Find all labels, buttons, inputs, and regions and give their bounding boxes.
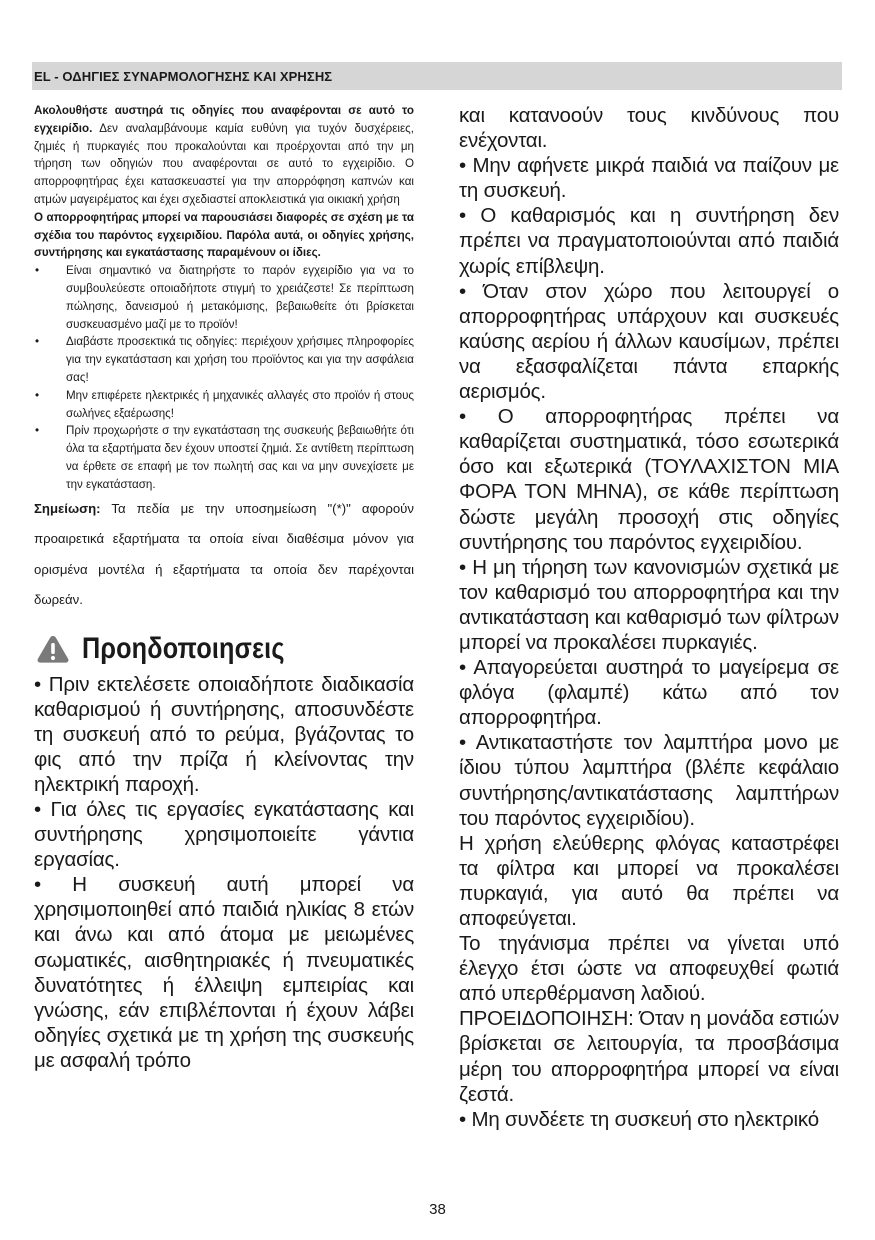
- warning-paragraph: Η χρήση ελεύθερης φλόγας καταστρέφει τα φίλτρα και μπορεί να προκαλέσει πυρκαγιά, για αυτό θα πρέπει να αποφεύγεται.: [459, 831, 839, 930]
- warning-paragraph: • Ο απορροφητήρας πρέπει να καθαρίζεται συστηματικά, τόσο εσωτερικά όσο και εξωτερικά (ΤΟΥΛΑΧΙΣΤΟΝ ΜΙΑ ΦΟΡΑ ΤΟΝ ΜΗΝΑ), σε κάθε περίπτωση δώστε μεγάλη προσοχή στις οδηγίες συντήρησης του παρόντος εγχειριδίου.: [459, 405, 839, 554]
- warning-paragraph: • Όταν στον χώρο που λειτουργεί ο απορροφητήρας υπάρχουν και συσκευές καύσης αερίου ή άλλων καυσίμων, πρέπει να εξασφαλίζεται πάντα επαρκής αερισμός.: [459, 279, 839, 404]
- section-title: EL - ΟΔΗΓΙΕΣ ΣΥΝΑΡΜΟΛΟΓΗΣΗΣ ΚΑΙ ΧΡΗΣΗΣ: [34, 69, 333, 84]
- list-item: • Μην επιφέρετε ηλεκτρικές ή μηχανικές αλλαγές στο προϊόν ή στους σωλήνες εξαέρωσης!: [34, 387, 414, 423]
- intro-body-text: Δεν αναλαμβάνουμε καμία ευθύνη για τυχόν δυσχέρειες, ζημιές ή πυρκαγιές που προκαλούνται και προέρχονται από την μη τήρηση των οδηγιών που αναφέρονται σε αυτό το εγχειρίδιο. Ο απορροφητήρας έχει κατασκευαστεί για την απορρόφηση καπνών και ατμών μαγειρέματος και έχει σχεδιαστεί αποκλειστικά για οικιακή χρήση: [34, 121, 414, 206]
- note-paragraph: [34, 494, 414, 616]
- warning-paragraph: • Πριν εκτελέσετε οποιαδήποτε διαδικασία καθαρισμού ή συντήρησης, αποσυνδέστε τη συσκευή από το ρεύμα, βγάζοντας το φις από την πρίζα ή κλείνοντας την ηλεκτρική παροχή.: [34, 672, 414, 796]
- warning-paragraph: • Μη συνδέετε τη συσκευή στο ηλεκτρικό: [459, 1107, 819, 1131]
- warning-paragraph: • Απαγορεύεται αυστηρά το μαγείρεμα σε φλόγα (φλαμπέ) κάτω από τον απορροφητήρα.: [459, 656, 839, 730]
- intro-bullet-list: [34, 262, 414, 493]
- warnings-heading-row: [34, 630, 414, 668]
- page-number: 38: [429, 1201, 446, 1218]
- intro-paragraph-1: [34, 102, 414, 209]
- warning-paragraph: • Ο καθαρισμός και η συντήρηση δεν πρέπει να πραγματοποιούνται από παιδιά χωρίς επίβλεψη.: [459, 204, 839, 278]
- intro-block: [34, 102, 414, 494]
- warnings-right-text: [459, 103, 839, 1132]
- list-item: • Είναι σημαντικό να διατηρήστε το παρόν εγχειρίδιο για να το συμβουλεύεστε οποιαδήποτε στιγμή το χρειάζεστε! Σε περίπτωση πώλησης, δανεισμού ή μετακόμισης, βεβαιωθείτε ότι βρίσκεται συσκευασμένο μαζί με το προϊόν!: [34, 262, 414, 333]
- note-label: Σημείωση:: [34, 500, 101, 516]
- warning-paragraph: • Η συσκευή αυτή μπορεί να χρησιμοποιηθεί από παιδιά ηλικίας 8 ετών και άνω και από άτομα με μειωμένες σωματικές, αισθητηριακές ή πνευματικές δυνατότητες ή έλλειψη εμπειρίας και γνώσης, εάν επιβλέπονται ή έχουν λάβει οδηγίες σχετικά με τη χρήση της συσκευής με ασφαλή τρόπο: [34, 873, 414, 1072]
- left-column: [34, 102, 414, 1073]
- warning-paragraph: • Η μη τήρηση των κανονισμών σχετικά με τον καθαρισμό του απορροφητήρα και την αντικατάσταση και καθαρισμό των φίλτρων μπορεί να προκαλέσει πυρκαγιές.: [459, 555, 839, 654]
- warning-triangle-icon: [36, 634, 70, 664]
- section-header: [32, 62, 842, 90]
- note-text: Τα πεδία με την υποσημείωση "(*)" αφορούν προαιρετικά εξαρτήματα τα οποία είναι διαθέσιμα μόνον για ορισμένα μοντέλα ή εξαρτήματα τα οποία δεν παρέχονται δωρεάν.: [34, 500, 414, 608]
- list-item: • Πρίν προχωρήστε σ την εγκατάσταση της συσκευής βεβαιωθήτε ότι όλα τα εξαρτήματα δεν έχουν υποστεί ζημιά. Σε αντίθετη περίπτωση να έρθετε σε επαφή με τον πωλητή σας και να μην συνεχίσετε με την εγκατάσταση.: [34, 422, 414, 493]
- warning-paragraph: • Μην αφήνετε μικρά παιδιά να παίζουν με τη συσκευή.: [459, 154, 839, 203]
- warnings-heading: Προηδοποιησεις: [82, 631, 285, 665]
- warning-paragraph: • Για όλες τις εργασίες εγκατάστασης και συντήρησης χρησιμοποιείτε γάντια εργασίας.: [34, 798, 414, 872]
- warning-paragraph: και κατανοούν τους κινδύνους που ενέχονται.: [459, 104, 839, 153]
- warning-paragraph: Το τηγάνισμα πρέπει να γίνεται υπό έλεγχο έτσι ώστε να αποφευχθεί φωτιά από υπερθέρμανση λαδιού.: [459, 932, 839, 1006]
- warning-paragraph: ΠΡΟΕΙΔΟΠΟΙΗΣΗ: Όταν η μονάδα εστιών βρίσκεται σε λειτουργία, τα προσβάσιμα μέρη του απορροφητήρα μπορεί να είναι ζεστά.: [459, 1007, 839, 1106]
- right-column: [459, 103, 839, 1132]
- warnings-left-text: [34, 672, 414, 1074]
- warning-paragraph: • Αντικαταστήστε τον λαμπτήρα μονο με ίδιου τύπου λαμπτήρα (βλέπε κεφάλαιο συντήρησης/αντικατάστασης λαμπτήρων του παρόντος εγχειριδίου).: [459, 731, 839, 830]
- intro-bold-sentence: Ακολουθήστε αυστηρά τις οδηγίες που αναφέρονται σε αυτό το εγχειρίδιο.: [34, 104, 414, 135]
- list-item: • Διαβάστε προσεκτικά τις οδηγίες: περιέχουν χρήσιμες πληροφορίες για την εγκατάσταση και χρήση του προϊόντος και για την ασφάλεια σας!: [34, 333, 414, 386]
- intro-paragraph-2: Ο απορροφητήρας μπορεί να παρουσιάσει διαφορές σε σχέση με τα σχέδια του παρόντος εγχειριδίου. Παρόλα αυτά, οι οδηγίες χρήσης, συντήρησης και εγκατάστασης παραμένουν οι ίδιες.: [34, 210, 414, 260]
